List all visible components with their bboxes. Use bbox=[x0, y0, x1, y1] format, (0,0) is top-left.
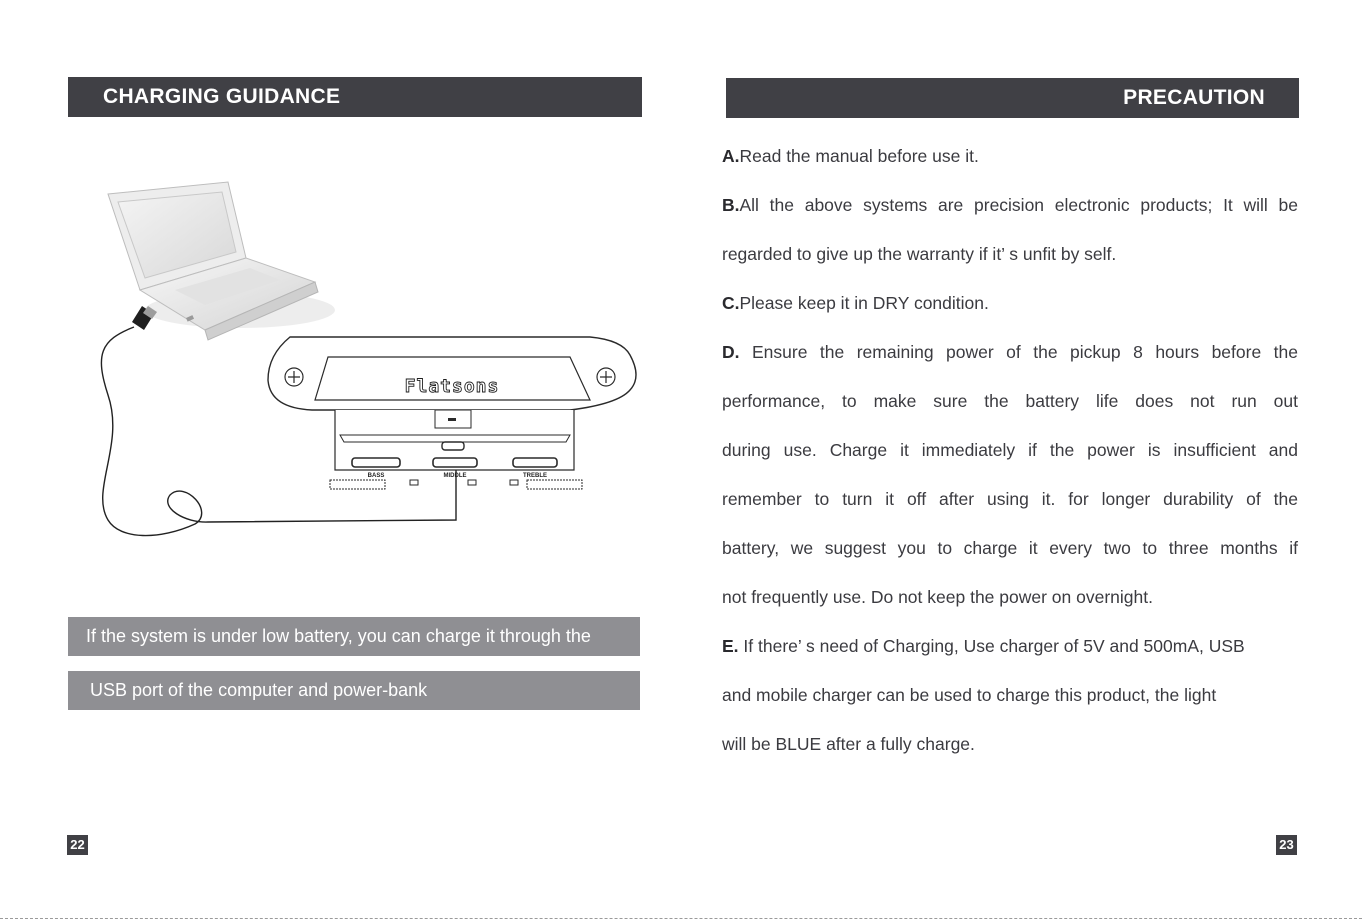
charging-info-line-1: If the system is under low battery, you can charge it through the bbox=[68, 617, 640, 656]
precaution-line-b: B.All the above systems are precision electronic products; It will be bbox=[722, 195, 1298, 215]
precaution-title: PRECAUTION bbox=[1123, 86, 1265, 109]
charging-guidance-header bbox=[68, 77, 642, 117]
usb-port bbox=[442, 442, 464, 450]
laptop-charging-illustration bbox=[90, 180, 650, 540]
precaution-line-d-cont-3: remember to turn it off after using it. for longer durability of the bbox=[722, 489, 1298, 509]
treble-label: TREBLE bbox=[523, 473, 547, 479]
bass-slider bbox=[352, 458, 400, 467]
precaution-line-e-cont-2: will be BLUE after a fully charge. bbox=[722, 734, 975, 754]
precaution-line-d: D. Ensure the remaining power of the pickup 8 hours before the bbox=[722, 342, 1298, 362]
usb-plug-icon bbox=[132, 306, 157, 330]
bass-label: BASS bbox=[367, 473, 385, 479]
precaution-header bbox=[726, 78, 1299, 118]
precaution-line-b-cont: regarded to give up the warranty if it’ s unfit by self. bbox=[722, 244, 1117, 264]
precaution-line-d-cont-1: performance, to make sure the battery life does not run out bbox=[722, 391, 1298, 411]
charging-guidance-title: CHARGING GUIDANCE bbox=[103, 85, 341, 108]
pickup-device bbox=[268, 337, 636, 489]
page-number-right: 23 bbox=[1276, 835, 1297, 855]
device-logo: Flatsons bbox=[404, 376, 500, 397]
middle-slider bbox=[433, 458, 477, 467]
page-number-left: 22 bbox=[67, 835, 88, 855]
charging-info-line-2: USB port of the computer and power-bank bbox=[68, 671, 640, 710]
page-bottom-rule bbox=[0, 918, 1362, 919]
precaution-line-d-cont-5: not frequently use. Do not keep the power on overnight. bbox=[722, 587, 1153, 607]
treble-slider bbox=[513, 458, 557, 467]
precaution-line-d-cont-2: during use. Charge it immediately if the power is insufficient and bbox=[722, 440, 1298, 460]
middle-label: MIDDLE bbox=[443, 473, 467, 479]
precaution-line-e: E. If there’ s need of Charging, Use charger of 5V and 500mA, USB bbox=[722, 636, 1245, 656]
precaution-line-e-cont-1: and mobile charger can be used to charge this product, the light bbox=[722, 685, 1217, 705]
precaution-line-a: A.Read the manual before use it. bbox=[722, 146, 979, 166]
precaution-line-d-cont-4: battery, we suggest you to charge it every two to three months if bbox=[722, 538, 1298, 558]
precaution-line-c: C.Please keep it in DRY condition. bbox=[722, 293, 989, 313]
